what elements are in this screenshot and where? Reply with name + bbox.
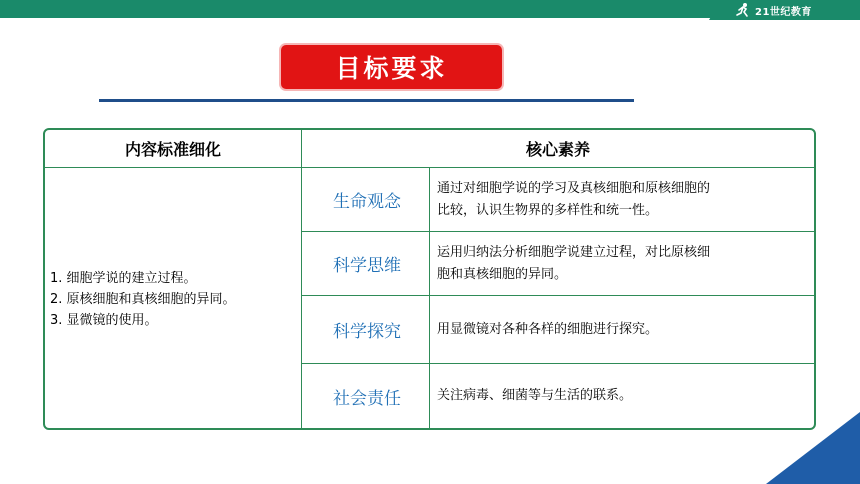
literacy-label: 生命观念 [333,192,401,212]
logo-text: 21世纪教育 [755,6,812,18]
description-line: 胞和真核细胞的异同。 [437,266,568,282]
literacy-description [431,232,812,295]
literacy-description [431,168,812,231]
literacy-label: 科学探究 [333,322,401,342]
literacy-description [431,364,812,428]
title-underline [99,99,634,102]
goals-table [43,128,816,430]
runner-icon [735,2,751,18]
literacy-description [431,296,812,363]
header-core-literacy: 核心素养 [525,140,590,159]
description-line: 关注病毒、细菌等与生活的联系。 [437,388,633,403]
header-content-standard: 内容标准细化 [124,140,221,159]
content-list [45,168,301,430]
description-line: 通过对细胞学说的学习及真核细胞和原核细胞的 [437,180,711,196]
content-item: 1. 细胞学说的建立过程。 [50,270,197,286]
description-line: 比较，认识生物界的多样性和统一性。 [437,202,659,218]
description-line: 运用归纳法分析细胞学说建立过程，对比原核细 [437,244,711,260]
column-divider-1 [301,130,302,428]
literacy-label: 科学思维 [333,256,401,276]
description-line: 用显微镜对各种各样的细胞进行探究。 [437,321,659,337]
brand-logo [735,1,812,19]
content-item: 2. 原核细胞和真核细胞的异同。 [50,291,236,307]
content-item: 3. 显微镜的使用。 [50,312,158,328]
literacy-label: 社会责任 [333,388,401,409]
section-title: 目标要求 [281,45,502,89]
